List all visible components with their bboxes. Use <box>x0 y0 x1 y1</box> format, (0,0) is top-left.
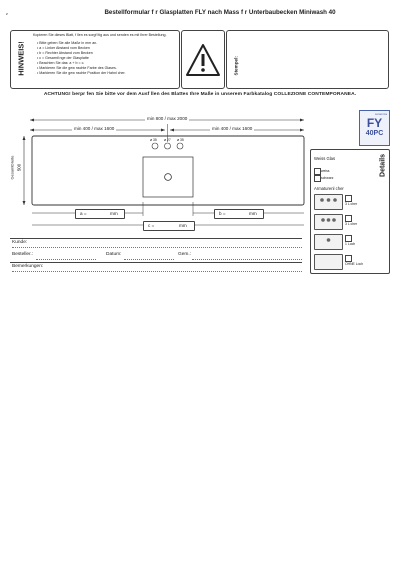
glass-white-checkbox[interactable] <box>314 168 321 175</box>
hinweis-label: HINWEIS! <box>16 41 26 76</box>
fitting-3-holes-a-image <box>314 194 343 210</box>
hinweis-item: • Bitte geben Sie alle Maße in mm an. <box>37 41 98 45</box>
hinweis-box <box>10 30 180 89</box>
form-divider-mid <box>10 262 302 263</box>
hole-label-right: ø 35 <box>177 138 184 142</box>
gem-line[interactable] <box>192 259 302 260</box>
hinweis-label-wrap <box>15 34 27 84</box>
besteller-label: Besteller.: <box>12 252 34 257</box>
brand-logo <box>359 110 390 146</box>
height-value: 500 <box>16 163 22 172</box>
hinweis-item: • Markieren Sie die gew nschte Position der Hahnl cher. <box>37 71 126 75</box>
stamp-label: Stempel: <box>233 56 239 76</box>
hinweis-item: • b = Rechter Abstand vom Becken <box>37 51 93 55</box>
c-unit: mm <box>179 223 187 228</box>
fitting-no-hole-label: OHNE Loch <box>345 262 364 266</box>
c-label: c = <box>148 223 155 228</box>
b-unit: mm <box>249 211 257 216</box>
bemerkungen-label: Bemerkungen: <box>12 264 44 269</box>
datum-label: Datum: <box>106 252 122 257</box>
a-input[interactable] <box>75 209 125 219</box>
warning-text: ACHTUNG! berpr fen Sie bitte vor dem Ausf llen des Blattes Ihre Maße in unserem Farbkatalog COLLEZIONE CONTEMPORANEA. <box>43 92 357 97</box>
fitting-3-holes-a-checkbox[interactable] <box>345 195 352 202</box>
glass-black-label: schwarz <box>321 176 334 180</box>
warning-triangle-icon <box>182 31 224 88</box>
logo-model: 40PC <box>365 130 384 137</box>
stamp-box[interactable] <box>226 30 389 89</box>
a-label: a = <box>80 211 87 216</box>
warning-box <box>181 30 225 89</box>
logo-name: FY <box>366 116 383 130</box>
a-unit: mm <box>110 211 118 216</box>
glass-white-label: weiss <box>321 169 330 173</box>
c-input[interactable] <box>143 221 195 231</box>
b-label: b = <box>219 211 226 216</box>
kunde-label: Kunde: <box>12 240 28 245</box>
fitting-3-holes-a-label: 3 L cher <box>345 202 358 206</box>
glass-black-checkbox[interactable] <box>314 175 321 182</box>
height-label: Gesamtbreite <box>9 155 15 180</box>
dim-left-label: min 400 / max 1600 <box>74 126 115 131</box>
hinweis-intro: Kopieren Sie dieses Blatt, f llen es sorgf ltig aus und senden es mit Ihrer Bestellung. <box>33 33 167 37</box>
form-divider-top <box>10 238 302 239</box>
hinweis-item: • c = Gesamtl nge der Glasplatte <box>37 56 89 60</box>
details-title: Details <box>379 154 387 177</box>
details-panel <box>310 149 390 274</box>
fitting-3-holes-b-image <box>314 214 343 230</box>
kunde-line[interactable] <box>12 247 302 248</box>
fitting-1-hole-image <box>314 234 343 250</box>
fittings-title: Armaturenl cher <box>314 186 344 191</box>
dim-right-label: min 400 / max 1600 <box>212 126 253 131</box>
fitting-1-hole-label: 1 Loch <box>345 242 356 246</box>
hinweis-item: • a = Linker Abstand vom Becken <box>37 46 90 50</box>
bemerkungen-line[interactable] <box>12 271 302 272</box>
datum-line[interactable] <box>124 259 174 260</box>
fitting-no-hole-checkbox[interactable] <box>345 255 352 262</box>
fitting-1-hole-checkbox[interactable] <box>345 235 352 242</box>
fitting-3-holes-b-label: 3 L cher <box>345 222 358 226</box>
hole-label-left: ø 35 <box>150 138 157 142</box>
hinweis-list <box>37 41 177 76</box>
dim-total-label: min 800 / max 2000 <box>147 116 188 121</box>
hinweis-item: • Markieren Sie die gew nschte Farbe des Glases. <box>37 66 117 70</box>
page-marker: z <box>6 12 8 16</box>
hole-label-center: ø 27 <box>164 138 171 142</box>
page-title: Bestellformular f r Glasplatten FLY nach Mass f r Unterbaubecken Miniwash 40 <box>104 9 336 16</box>
logo-small-text: ceramica <box>374 112 387 116</box>
glass-title: Weiss Glas <box>314 156 336 161</box>
besteller-line[interactable] <box>36 259 96 260</box>
fitting-3-holes-b-checkbox[interactable] <box>345 215 352 222</box>
b-input[interactable] <box>214 209 264 219</box>
gem-label: Gem.: <box>178 252 192 257</box>
hinweis-item: • Beachten Sie das: a + b = c. <box>37 61 85 65</box>
fitting-no-hole-image <box>314 254 343 270</box>
